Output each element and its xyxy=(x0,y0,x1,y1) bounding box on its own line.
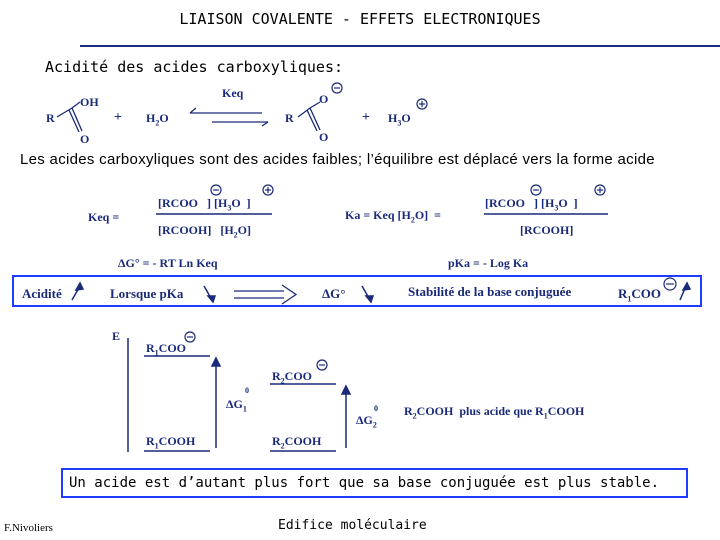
conclusion-box: Un acide est d’autant plus fort que sa base conjuguée est plus stable. xyxy=(61,468,688,498)
r1coo-box-label: $R_1COO$ xyxy=(618,286,662,304)
dg2-label: $\Delta G_2$ xyxy=(356,413,377,430)
plus-sign: + xyxy=(114,110,122,125)
statement-text: Les acides carboxyliques sont des acides faibles; l’équilibre est déplacé vers la forme acide xyxy=(20,151,655,168)
water-label: $H_2O$ xyxy=(146,111,169,128)
oh-label: OH xyxy=(80,95,99,109)
keq-numerator: [RCOO ] [$H_3O$ ] xyxy=(158,196,251,213)
implication-arrow xyxy=(234,285,296,304)
lorsque-pka-label: Lorsque pKa xyxy=(110,286,184,301)
pka-equation: pKa = - Log Ka xyxy=(448,256,529,270)
dg1-label: $\Delta G_1$ xyxy=(226,397,247,414)
r1cooh-level-label: $R_1COOH$ xyxy=(146,434,196,451)
acidite-label: Acidité xyxy=(22,286,62,301)
r2cooh-level-label: $R_2COOH$ xyxy=(272,434,322,451)
o-left-label: O xyxy=(80,132,90,146)
comparison-label: $R_2COOH$ plus acide que $R_1COOH$ xyxy=(404,404,585,421)
author-footer: F.Nivoliers xyxy=(4,522,53,534)
keq-label: Keq xyxy=(222,86,244,100)
stabilite-arrowhead xyxy=(683,283,690,290)
bond-c-o-minus xyxy=(310,102,320,108)
o-right-label: O xyxy=(319,130,329,144)
o-right-top-label: O xyxy=(319,92,329,106)
dg1-superscript: 0 xyxy=(245,386,249,395)
delta-g-equation: ΔG° = - RT Ln Keq xyxy=(118,256,218,270)
stabilite-label: Stabilité de la base conjuguée xyxy=(408,284,572,299)
plus-sign-2: + xyxy=(362,110,370,125)
page-title: LIAISON COVALENTE - EFFETS ELECTRONIQUES xyxy=(179,10,541,28)
dg1-arrowhead xyxy=(212,358,220,366)
delta-g-label: ΔG° xyxy=(322,286,346,301)
keq-denominator: [RCOOH] $[H_2O]$ xyxy=(158,223,251,240)
pka-arrowhead xyxy=(208,296,215,302)
equilibrium-arrowhead-back xyxy=(190,108,196,113)
acidite-arrowhead xyxy=(76,283,83,290)
r-right-label: R xyxy=(285,111,294,125)
hydronium-label: $H_3O$ xyxy=(388,111,411,128)
dg2-arrowhead xyxy=(342,386,350,394)
r1coo-level-label: $R_1COO$ xyxy=(146,341,187,358)
keq-lhs: Keq = xyxy=(88,210,120,224)
ka-denominator: [RCOOH] xyxy=(520,223,574,237)
course-footer: Edifice moléculaire xyxy=(278,518,427,533)
section-subtitle: Acidité des acides carboxyliques: xyxy=(45,58,344,76)
bond-c-oh xyxy=(72,102,80,108)
ka-numerator: [RCOO ] [$H_3O$ ] xyxy=(485,196,578,213)
energy-axis-label: E xyxy=(112,329,121,343)
ka-lhs: Ka = Keq $[H_2O]$ = xyxy=(345,208,442,225)
dg2-superscript: 0 xyxy=(374,404,378,413)
r-left-label: R xyxy=(46,111,55,125)
delta-g-arrowhead xyxy=(366,296,373,302)
r2coo-level-label: $R_2COO$ xyxy=(272,369,313,386)
